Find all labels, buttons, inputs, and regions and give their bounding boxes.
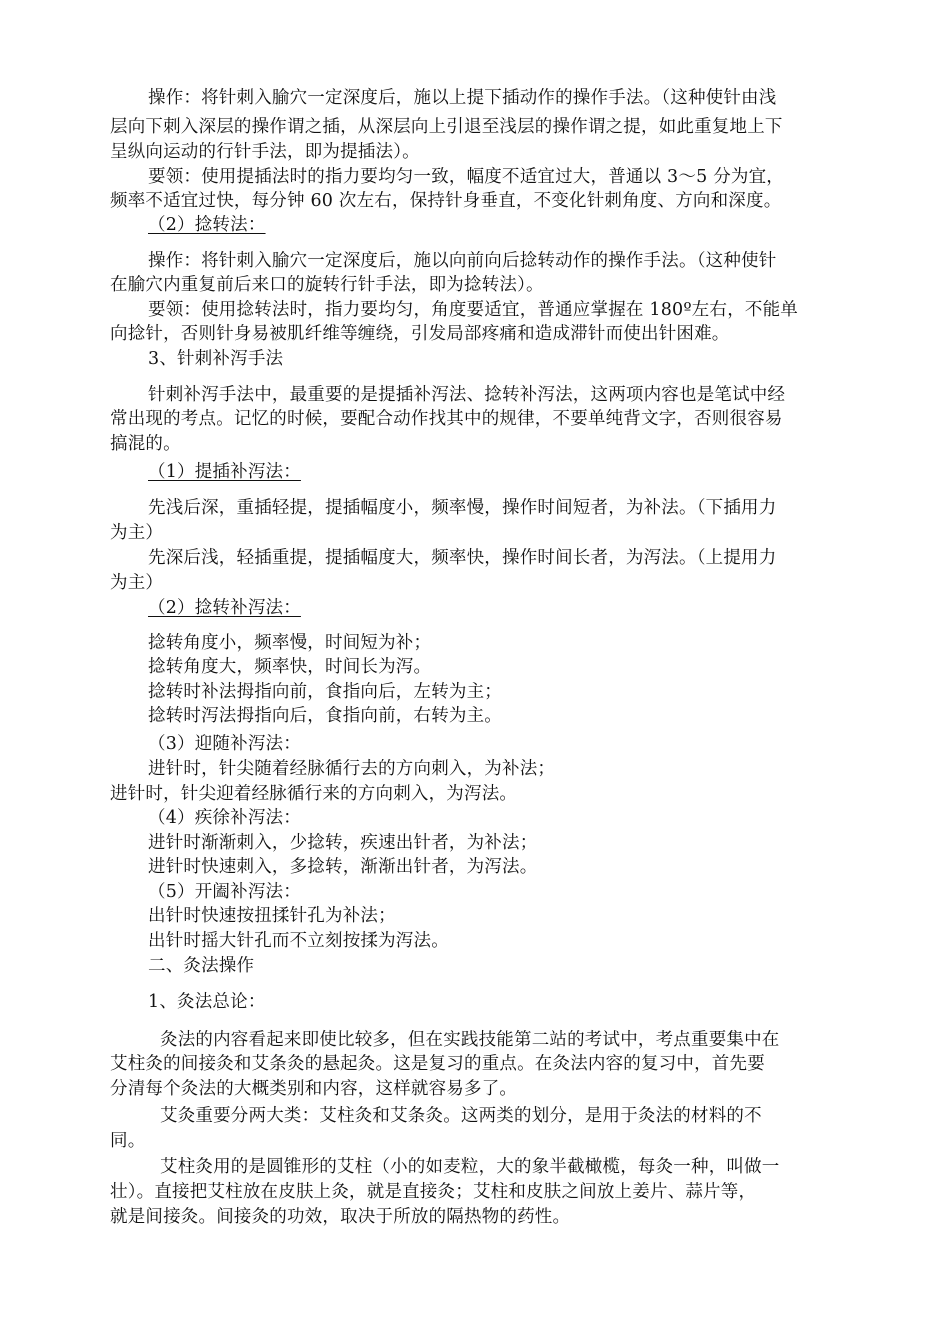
section-heading: 3、针刺补泻手法 [148, 349, 284, 369]
text-line: 呈纵向运动的行针手法，即为提插法）。 [110, 142, 420, 162]
section-heading: 1、灸法总论： [148, 992, 266, 1012]
text-line: 搞混的。 [110, 434, 181, 454]
text-line: 要领：使用提插法时的指力要均匀一致，幅度不适宜过大，普通以 3～5 分为宜， [148, 167, 784, 187]
section-heading: （1）提插补泻法： [148, 462, 301, 482]
text-line: 操作：将针刺入腧穴一定深度后，施以上提下插动作的操作手法。（这种使针由浅 [148, 88, 777, 108]
text-line: 为主） [110, 573, 164, 593]
text-line: 就是间接灸。间接灸的功效，取决于所放的隔热物的药性。 [110, 1207, 571, 1227]
text-line: 捻转角度大，频率快，时间长为泻。 [148, 657, 432, 677]
text-line: 出针时摇大针孔而不立刻按揉为泻法。 [148, 931, 449, 951]
section-heading: （5）开阖补泻法： [148, 882, 301, 902]
text-line: 向捻针，否则针身易被肌纤维等缠绕，引发局部疼痛和造成滞针而使出针困难。 [110, 324, 730, 344]
text-line: 进针时渐渐刺入，少捻转，疾速出针者，为补法； [148, 833, 538, 853]
text-line: 捻转角度小，频率慢，时间短为补； [148, 633, 432, 653]
section-heading: （2）捻转法： [148, 215, 266, 235]
text-line: 艾柱灸用的是圆锥形的艾柱（小的如麦粒，大的象半截橄榄，每灸一种，叫做一 [160, 1157, 780, 1177]
text-line: 壮）。直接把艾柱放在皮肤上灸，就是直接灸；艾柱和皮肤之间放上姜片、蒜片等， [110, 1182, 757, 1202]
text-line: 捻转时补法拇指向前，食指向后，左转为主； [148, 682, 502, 702]
text-line: 进针时快速刺入，多捻转，渐渐出针者，为泻法。 [148, 857, 538, 877]
section-heading: （2）捻转补泻法： [148, 598, 301, 618]
section-heading: （4）疾徐补泻法： [148, 808, 301, 828]
text-line: 同。 [110, 1131, 146, 1151]
text-line: 先浅后深，重插轻提，提插幅度小，频率慢，操作时间短者，为补法。（下插用力 [148, 498, 777, 518]
text-line: 频率不适宜过快，每分钟 60 次左右，保持针身垂直，不变化针刺角度、方向和深度。 [110, 191, 782, 211]
text-line: 层向下刺入深层的操作谓之插，从深层向上引退至浅层的操作谓之提，如此重复地上下 [110, 117, 783, 137]
text-line: 分清每个灸法的大概类别和内容，这样就容易多了。 [110, 1079, 518, 1099]
text-line: 常出现的考点。记忆的时候，要配合动作找其中的规律，不要单纯背文字，否则很容易 [110, 409, 783, 429]
section-heading: （3）迎随补泻法： [148, 734, 301, 754]
text-line: 艾柱灸的间接灸和艾条灸的悬起灸。这是复习的重点。在灸法内容的复习中，首先要 [110, 1054, 765, 1074]
text-line: 进针时，针尖随着经脉循行去的方向刺入，为补法； [148, 759, 556, 779]
text-line: 进针时，针尖迎着经脉循行来的方向刺入，为泻法。 [110, 784, 518, 804]
text-line: 在腧穴内重复前后来口的旋转行针手法，即为捻转法）。 [110, 275, 544, 295]
text-line: 捻转时泻法拇指向后，食指向前，右转为主。 [148, 706, 502, 726]
text-line: 先深后浅，轻插重提，提插幅度大，频率快，操作时间长者，为泻法。（上提用力 [148, 548, 777, 568]
text-line: 针刺补泻手法中，最重要的是提插补泻法、捻转补泻法，这两项内容也是笔试中经 [148, 385, 786, 405]
text-line: 要领：使用捻转法时，指力要均匀，角度要适宜，普通应掌握在 180º左右，不能单 [148, 300, 798, 320]
text-line: 操作：将针刺入腧穴一定深度后，施以向前向后捻转动作的操作手法。（这种使针 [148, 251, 777, 271]
text-line: 艾灸重要分两大类：艾柱灸和艾条灸。这两类的划分，是用于灸法的材料的不 [160, 1106, 762, 1126]
text-line: 为主） [110, 523, 164, 543]
text-line: 灸法的内容看起来即使比较多，但在实践技能第二站的考试中，考点重要集中在 [160, 1030, 780, 1050]
text-line: 出针时快速按扭揉针孔为补法； [148, 906, 396, 926]
section-heading: 二、灸法操作 [148, 956, 255, 976]
